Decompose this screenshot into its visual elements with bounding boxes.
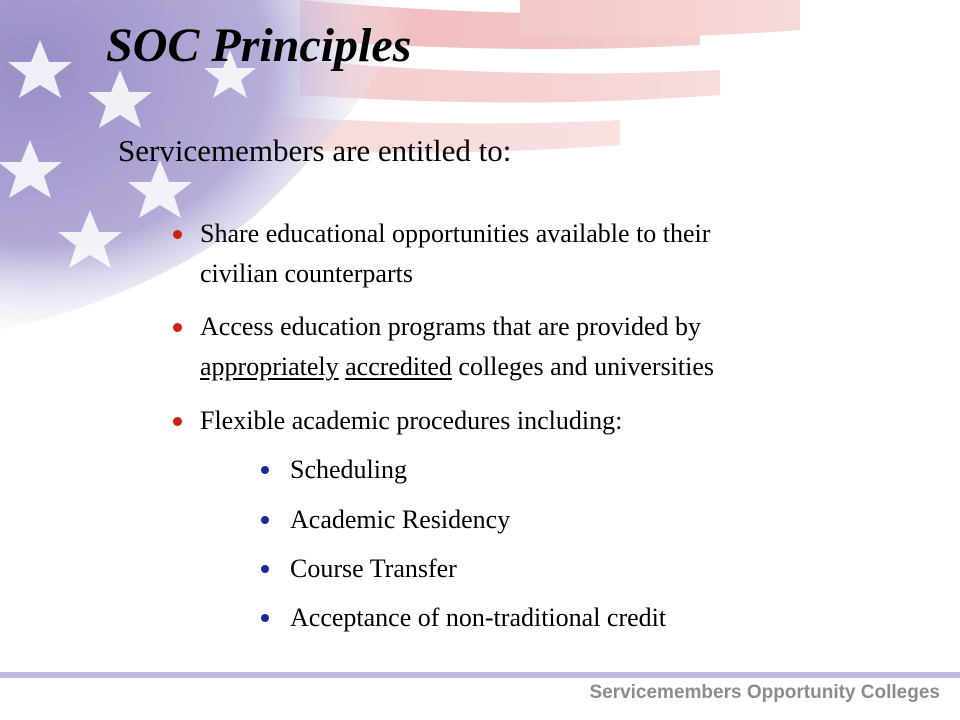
bullet-dot-icon bbox=[173, 417, 182, 426]
underlined-word-accredited: accredited bbox=[345, 352, 452, 381]
bullet-text: Flexible academic procedures including: bbox=[200, 406, 623, 435]
bullet-item bbox=[200, 401, 880, 441]
bullet-item bbox=[200, 307, 880, 387]
sub-bullet-dot-icon bbox=[261, 466, 269, 474]
sub-bullet-item bbox=[290, 502, 850, 538]
underlined-word-appropriately: appropriately bbox=[200, 352, 339, 381]
slide-title: SOC Principles bbox=[106, 19, 412, 72]
sub-bullet-dot-icon bbox=[261, 516, 269, 524]
sub-bullet-item bbox=[290, 452, 850, 488]
sub-bullet-item bbox=[290, 551, 850, 587]
bullet-text-line2-rest: colleges and universities bbox=[458, 352, 715, 381]
sub-bullet-text: Academic Residency bbox=[290, 505, 511, 534]
slide-subtitle: Servicemembers are entitled to: bbox=[118, 133, 512, 168]
bullet-text-line1: Access education programs that are provided by bbox=[200, 312, 702, 341]
bullet-text-line2: civilian counterparts bbox=[200, 259, 413, 288]
bullet-dot-icon bbox=[173, 323, 182, 332]
bullet-item bbox=[200, 214, 880, 294]
bullet-text-line1: Share educational opportunities available to their bbox=[200, 219, 711, 248]
sub-bullet-dot-icon bbox=[261, 565, 269, 573]
sub-bullet-dot-icon bbox=[261, 614, 269, 622]
footer-divider bbox=[0, 672, 960, 678]
sub-bullet-text: Scheduling bbox=[290, 455, 407, 484]
bullet-dot-icon bbox=[173, 230, 182, 239]
sub-bullet-item bbox=[290, 600, 850, 636]
sub-bullet-text: Course Transfer bbox=[290, 554, 457, 583]
footer-brand: Servicemembers Opportunity Colleges bbox=[589, 682, 940, 703]
sub-bullet-text: Acceptance of non-traditional credit bbox=[290, 603, 667, 632]
